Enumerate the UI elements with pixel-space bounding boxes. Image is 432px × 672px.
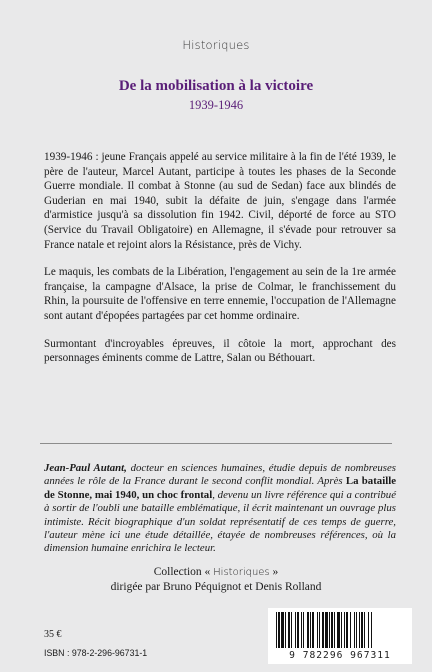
bio-text-2: , devenu un livre référence qui a contribué à sortir de l'oubli une bataille emblématique, il écrit maintenant un ouvrage plus intimiste. Récit biographique d'un soldat représentatif de ces temps de guerre, l'auteur mène ici une étude détaillée, étayée de nombreuses références, où la dimension humaine enrichira le lecteur. — [44, 488, 396, 555]
barcode-bar — [329, 612, 330, 648]
barcode-bar — [350, 612, 351, 648]
collection-prefix: Collection « — [153, 566, 211, 578]
barcode-bar — [297, 612, 299, 648]
barcode-bar — [368, 612, 369, 648]
barcode-bar — [319, 612, 320, 648]
barcode-digits: 9 782296 967311 — [289, 650, 391, 661]
collection-name: Historiques — [213, 567, 270, 578]
blurb-paragraph-3: Surmontant d'incroyables épreuves, il côtoie la mort, approchant des personnages éminents comme de Lattre, Salan ou Béthouart. — [44, 337, 396, 365]
author-name: Jean-Paul Autant, — [44, 462, 127, 474]
barcode-bar — [356, 612, 357, 648]
collection-suffix: » — [272, 566, 279, 578]
previous-book-title: La bataille de Stonne, mai 1940, un choc frontal — [44, 475, 396, 501]
barcode-bar — [344, 612, 345, 648]
barcode-bar — [295, 612, 296, 648]
barcode-bar — [281, 612, 284, 648]
book-title: De la mobilisation à la victoire — [118, 78, 314, 94]
price: 35 € — [44, 629, 62, 640]
barcode-bar — [312, 612, 314, 648]
barcode-bar — [285, 612, 286, 648]
barcode-bar — [361, 612, 363, 648]
collection-line — [0, 565, 432, 580]
barcode-bar — [346, 612, 348, 648]
barcode-bar — [278, 612, 280, 648]
barcode-bar — [359, 612, 360, 648]
barcode-bar — [303, 612, 304, 648]
blurb-paragraph-1: 1939-1946 : jeune Français appelé au service militaire à la fin de l'été 1939, le père de l'auteur, Marcel Autant, participe à toutes les phases de la Seconde Guerre mondiale. Il combat à Stonne (au sud de Sedan) face aux blindés de Guderian en mai 1940, subit la défaite de juin, s'engage dans l'armée d'armistice jusqu'à sa dissolution fin 1942. Civil, déporté de force au STO (Service du Travail Obligatoire) en Allemagne, il s'évade pour retrouver sa France natale et rejoint alors la Résistance, près de Vichy. — [44, 151, 396, 251]
barcode-bar — [307, 612, 309, 648]
blurb-paragraph-2: Le maquis, les combats de la Libération, l'engagement au sein de la 1re armée française, la campagne d'Alsace, la prise de Colmar, le franchissement du Rhin, la poursuite de l'offensive en terre ennemie, l'occupation de l'Allemagne sont autant d'épopées partagées par cet homme ordinaire. — [44, 266, 396, 322]
author-bio — [44, 462, 396, 556]
bio-text-1: docteur en sciences humaines, étudie depuis de nombreuses années le rôle de la France durant le second conflit mondial. Après — [44, 462, 396, 488]
barcode-bar — [334, 612, 335, 648]
barcode-bar — [310, 612, 311, 648]
barcode-bar — [331, 612, 333, 648]
barcode-bar — [276, 612, 277, 648]
collection-directors: dirigée par Bruno Péquignot et Denis Rolland — [110, 581, 322, 593]
barcode-bar — [364, 612, 365, 648]
barcode-bar — [288, 612, 290, 648]
barcode-bar — [317, 612, 318, 648]
barcode-bar — [291, 612, 292, 648]
barcode-bar — [337, 612, 340, 648]
barcode-bar — [341, 612, 342, 648]
divider — [40, 443, 392, 444]
barcode-bar — [301, 612, 302, 648]
book-years: 1939-1946 — [188, 98, 244, 112]
barcode-bar — [371, 612, 372, 648]
blurb — [44, 150, 396, 379]
isbn: ISBN : 978-2-296-96731-1 — [44, 648, 148, 658]
barcode-bar — [322, 612, 324, 648]
series-logo: Historiques — [182, 38, 250, 52]
collection-info — [0, 565, 432, 595]
barcode-bars — [268, 608, 412, 650]
barcode-bar — [325, 612, 328, 648]
barcode-bar — [354, 612, 355, 648]
